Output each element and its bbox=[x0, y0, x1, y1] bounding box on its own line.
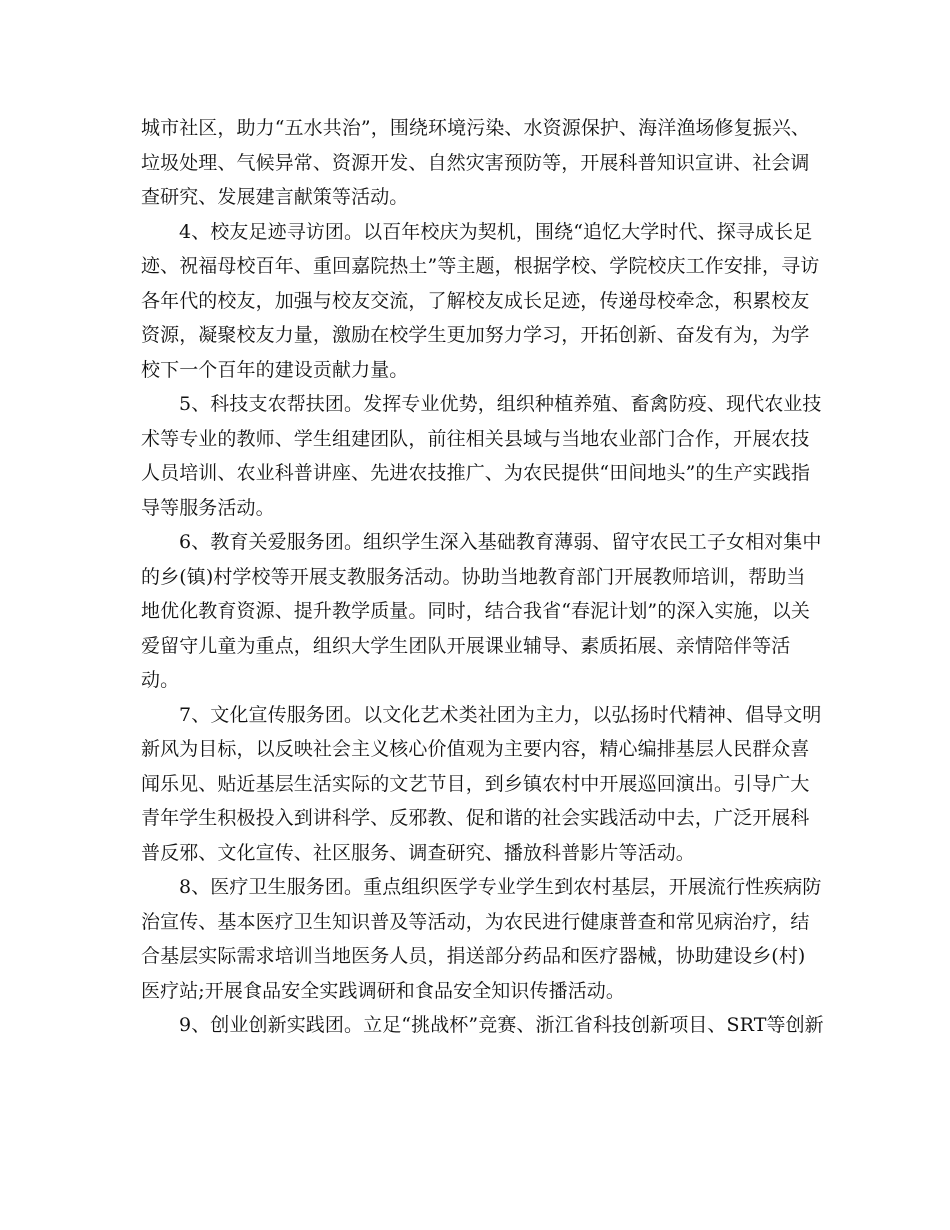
text-line: 查研究、发展建言献策等活动。 bbox=[141, 186, 409, 208]
text-line: 资源，凝聚校友力量，激励在校学生更加努力学习，开拓创新、奋发有为，为学 bbox=[141, 324, 810, 346]
paragraph-innovation-practice bbox=[141, 1008, 824, 1043]
text-line: 的乡(镇)村学校等开展支教服务活动。协助当地教育部门开展教师培训，帮助当 bbox=[141, 565, 806, 588]
text-line: 合基层实际需求培训当地医务人员，捐送部分药品和医疗器械，协助建设乡(村) bbox=[141, 945, 806, 967]
text-line: 爱留守儿童为重点，组织大学生团队开展课业辅导、素质拓展、亲情陪伴等活 bbox=[141, 634, 791, 657]
document-body bbox=[141, 111, 824, 1043]
text-line: 各年代的校友，加强与校友交流，了解校友成长足迹，传递母校牵念，积累校友 bbox=[141, 289, 810, 312]
text-line: 医疗站;开展食品安全实践调研和食品安全知识传播活动。 bbox=[141, 979, 626, 1002]
text-line: 校下一个百年的建设贡献力量。 bbox=[141, 358, 409, 381]
text-line: 垃圾处理、气候异常、资源开发、自然灾害预防等，开展科普知识宣讲、社会调 bbox=[141, 151, 810, 174]
text-line: 9、创业创新实践团。立足“挑战杯”竞赛、浙江省科技创新项目、SRT等创新 bbox=[179, 1014, 824, 1036]
text-line: 迹、祝福母校百年、重回嘉院热土”等主题，根据学校、学院校庆工作安排，寻访 bbox=[141, 255, 820, 277]
text-line: 闻乐见、贴近基层生活实际的文艺节目，到乡镇农村中开展巡回演出。引导广大 bbox=[141, 772, 810, 795]
text-line: 动。 bbox=[141, 669, 180, 691]
text-line: 普反邪、文化宣传、社区服务、调查研究、播放科普影片等活动。 bbox=[141, 841, 695, 864]
text-line: 青年学生积极投入到讲科学、反邪教、促和谐的社会实践活动中去，广泛开展科 bbox=[141, 807, 810, 829]
text-line: 城市社区，助力“五水共治”，围绕环境污染、水资源保护、海洋渔场修复振兴、 bbox=[141, 117, 811, 139]
text-line: 术等专业的教师、学生组建团队，前往相关县域与当地农业部门合作，开展农技 bbox=[141, 427, 810, 450]
text-line: 7、文化宣传服务团。以文化艺术类社团为主力，以弘扬时代精神、倡导文明 bbox=[179, 703, 822, 726]
text-line: 新风为目标，以反映社会主义核心价值观为主要内容，精心编排基层人民群众喜 bbox=[141, 738, 810, 760]
text-line: 地优化教育资源、提升教学质量。同时，结合我省“春泥计划”的深入实施，以关 bbox=[141, 600, 811, 622]
paragraph-agri-support bbox=[141, 387, 822, 525]
text-line: 4、校友足迹寻访团。以百年校庆为契机，围绕“追忆大学时代、探寻成长足 bbox=[179, 220, 813, 243]
text-line: 5、科技支农帮扶团。发挥专业优势，组织种植养殖、畜禽防疫、现代农业技 bbox=[179, 393, 822, 415]
text-line: 治宣传、基本医疗卫生知识普及等活动，为农民进行健康普查和常见病治疗，结 bbox=[141, 910, 810, 933]
paragraph-environment-continued bbox=[141, 111, 813, 215]
paragraph-education-care bbox=[141, 525, 822, 698]
text-line: 人员培训、农业科普讲座、先进农技推广、为农民提供“田间地头”的生产实践指 bbox=[141, 462, 811, 484]
text-line: 8、医疗卫生服务团。重点组织医学专业学生到农村基层，开展流行性疾病防 bbox=[179, 876, 822, 898]
paragraph-alumni-visit bbox=[141, 215, 820, 388]
text-line: 6、教育关爱服务团。组织学生深入基础教育薄弱、留守农民工子女相对集中 bbox=[179, 531, 822, 553]
text-line: 导等服务活动。 bbox=[141, 496, 275, 519]
paragraph-culture-promotion bbox=[141, 698, 822, 871]
paragraph-medical-service bbox=[141, 870, 822, 1008]
